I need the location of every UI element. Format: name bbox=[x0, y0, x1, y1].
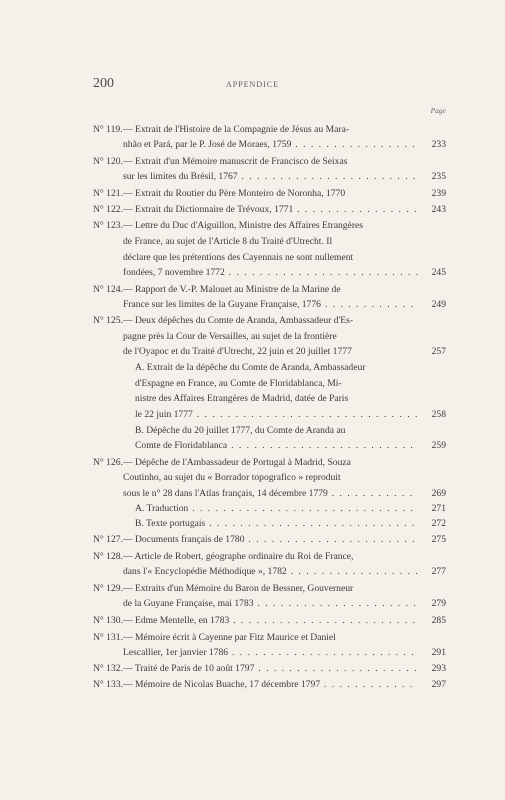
entry-text: — Lettre du Duc d'Aiguillon, Ministre des Affaires Etrangères bbox=[123, 220, 364, 231]
toc-line bbox=[0, 266, 505, 280]
entry-page: 243 bbox=[431, 204, 446, 215]
toc-line bbox=[0, 631, 505, 645]
entry-text: sous le n° 28 dans l'Atlas français, 14 décembre 1779 . . . bbox=[123, 487, 418, 501]
entry-number: N° 123. bbox=[93, 220, 123, 231]
toc-line bbox=[0, 646, 505, 660]
entry-text: — Extraits d'un Mémoire du Baron de Bessner, Gouverneur bbox=[123, 583, 354, 594]
toc-line bbox=[0, 439, 505, 453]
entry-text: — Mémoire de Nicolas Buache, 17 décembre 1797 . . . bbox=[123, 678, 418, 692]
entry-page: 275 bbox=[431, 534, 446, 545]
toc-line bbox=[0, 471, 505, 485]
toc-line bbox=[0, 138, 505, 152]
entry-text: dans l'« Encyclopédie Méthodique », 1782 . . . bbox=[123, 565, 418, 579]
entry-page: 235 bbox=[431, 171, 446, 182]
entry-page: 297 bbox=[431, 679, 446, 690]
toc-line bbox=[0, 155, 505, 169]
entry-text: Coutinho, au sujet du « Borrador topografico » reproduit bbox=[123, 472, 341, 483]
entry-number: N° 121. bbox=[93, 188, 123, 199]
entry-text: nhão et Pará, par le P. José de Moraes, 1759 . . . bbox=[123, 138, 418, 152]
entry-page: 233 bbox=[431, 139, 446, 150]
toc-line bbox=[0, 408, 505, 422]
running-head: APPENDICE bbox=[225, 80, 279, 89]
entry-page: 259 bbox=[431, 440, 446, 451]
entry-number: N° 125. bbox=[93, 315, 123, 326]
entry-text: de la Guyane Française, mai 1783 . . . bbox=[123, 597, 418, 611]
entry-text: — Documents français de 1780 . . . bbox=[123, 533, 418, 547]
toc-line bbox=[0, 662, 505, 676]
entry-text: de France, au sujet de l'Article 8 du Traité d'Utrecht. Il bbox=[123, 236, 333, 247]
entry-page: 258 bbox=[431, 409, 446, 420]
toc-line bbox=[0, 678, 505, 692]
entry-number: N° 131. bbox=[93, 632, 123, 643]
entry-text: — Mémoire écrit à Cayenne par Fitz Maurice et Daniel bbox=[123, 632, 336, 643]
entry-number: N° 127. bbox=[93, 534, 123, 545]
entry-text: — Extrait d'un Mémoire manuscrit de Francisco de Seixas bbox=[123, 156, 348, 167]
toc-line bbox=[0, 170, 505, 184]
entry-page: 245 bbox=[431, 267, 446, 278]
entry-text: sur les limites du Brésil, 1767 . . . bbox=[123, 170, 418, 184]
entry-number: N° 126. bbox=[93, 457, 123, 468]
entry-text: — Extrait du Routier du Père Monteiro de Noronha, 1770 bbox=[123, 188, 346, 199]
entry-text: — Extrait du Dictionnaire de Trévoux, 1771 . . . bbox=[123, 203, 418, 217]
toc-line bbox=[0, 597, 505, 611]
entry-text: fondées, 7 novembre 1772 . . . bbox=[123, 266, 418, 280]
entry-number: N° 128. bbox=[93, 551, 123, 562]
toc-line bbox=[0, 487, 505, 501]
entry-number: N° 124. bbox=[93, 284, 123, 295]
toc-line bbox=[0, 235, 505, 249]
toc-line bbox=[0, 361, 505, 375]
entry-page: 285 bbox=[431, 615, 446, 626]
entry-text: — Traité de Paris de 10 août 1797 . . . bbox=[123, 662, 418, 676]
entry-page: 277 bbox=[431, 566, 446, 577]
entry-text: B. Dépêche du 20 juillet 1777, du Comte de Aranda au bbox=[135, 425, 346, 436]
entry-text: pagne près la Cour de Versailles, au sujet de la frontière bbox=[123, 331, 337, 342]
entry-number: N° 122. bbox=[93, 204, 123, 215]
entry-text: — Dépêche de l'Ambassadeur de Portugal à Madrid, Souza bbox=[123, 457, 351, 468]
entry-text: — Deux dépêches du Comte de Aranda, Ambassadeur d'Es- bbox=[123, 315, 354, 326]
entry-page: 279 bbox=[431, 598, 446, 609]
entry-text: A. Traduction . . . bbox=[135, 502, 418, 516]
toc-line bbox=[0, 614, 505, 628]
toc-line bbox=[0, 392, 505, 406]
entry-page: 271 bbox=[431, 503, 446, 514]
entry-number: N° 119. bbox=[93, 124, 123, 135]
entry-text: déclare que les prétentions des Cayennais ne sont nullement bbox=[123, 252, 354, 263]
toc-line bbox=[0, 565, 505, 579]
toc-line bbox=[0, 251, 505, 265]
toc-line bbox=[0, 330, 505, 344]
entry-text: — Extrait de l'Histoire de la Compagnie de Jésus au Mara- bbox=[123, 124, 350, 135]
entry-text: — Edme Mentelle, en 1783 . . . bbox=[123, 614, 418, 628]
entry-text: de l'Oyapoc et du Traité d'Utrecht, 22 juin et 20 juillet 1777 bbox=[123, 346, 352, 357]
toc-line bbox=[0, 502, 505, 516]
entry-text: France sur les limites de la Guyane Française, 1776 . . . bbox=[123, 298, 418, 312]
entry-page: 291 bbox=[431, 647, 446, 658]
page-column-label: Page bbox=[430, 106, 446, 115]
toc-line bbox=[0, 298, 505, 312]
toc-line bbox=[0, 424, 505, 438]
toc-line bbox=[0, 187, 505, 201]
entry-text: B. Texte portugais . . . bbox=[135, 517, 418, 531]
toc-line bbox=[0, 345, 505, 359]
toc-line bbox=[0, 123, 505, 137]
entry-text: Comte de Floridablanca . . . bbox=[135, 439, 418, 453]
entry-text: nistre des Affaires Etrangères de Madrid, datée de Paris bbox=[135, 393, 349, 404]
entry-number: N° 130. bbox=[93, 615, 123, 626]
toc-line bbox=[0, 456, 505, 470]
entry-number: N° 132. bbox=[93, 663, 123, 674]
toc-line bbox=[0, 550, 505, 564]
toc-line bbox=[0, 203, 505, 217]
entry-page: 257 bbox=[431, 346, 446, 357]
entry-text: — Article de Robert, géographe ordinaire du Roi de France, bbox=[123, 551, 354, 562]
entry-page: 293 bbox=[431, 663, 446, 674]
toc-line bbox=[0, 219, 505, 233]
entry-text: A. Extrait de la dépêche du Comte de Aranda, Ambassadeur bbox=[135, 362, 366, 373]
entry-page: 269 bbox=[431, 488, 446, 499]
entry-text: le 22 juin 1777 . . . bbox=[135, 408, 418, 422]
entry-page: 249 bbox=[431, 299, 446, 310]
toc-line bbox=[0, 517, 505, 531]
toc-line bbox=[0, 377, 505, 391]
entry-number: N° 120. bbox=[93, 156, 123, 167]
entry-text: d'Espagne en France, au Comte de Floridablanca, Mi- bbox=[135, 378, 342, 389]
toc-line bbox=[0, 582, 505, 596]
entry-page: 239 bbox=[431, 188, 446, 199]
toc-line bbox=[0, 283, 505, 297]
entry-text: — Rapport de V.-P. Malouet au Ministre de la Marine de bbox=[123, 284, 341, 295]
toc-line bbox=[0, 314, 505, 328]
page-number: 200 bbox=[93, 76, 114, 91]
entry-number: N° 129. bbox=[93, 583, 123, 594]
entry-text: Lescallier, 1er janvier 1786 . . . bbox=[123, 646, 418, 660]
entry-page: 272 bbox=[431, 518, 446, 529]
toc-line bbox=[0, 533, 505, 547]
entry-number: N° 133. bbox=[93, 679, 123, 690]
